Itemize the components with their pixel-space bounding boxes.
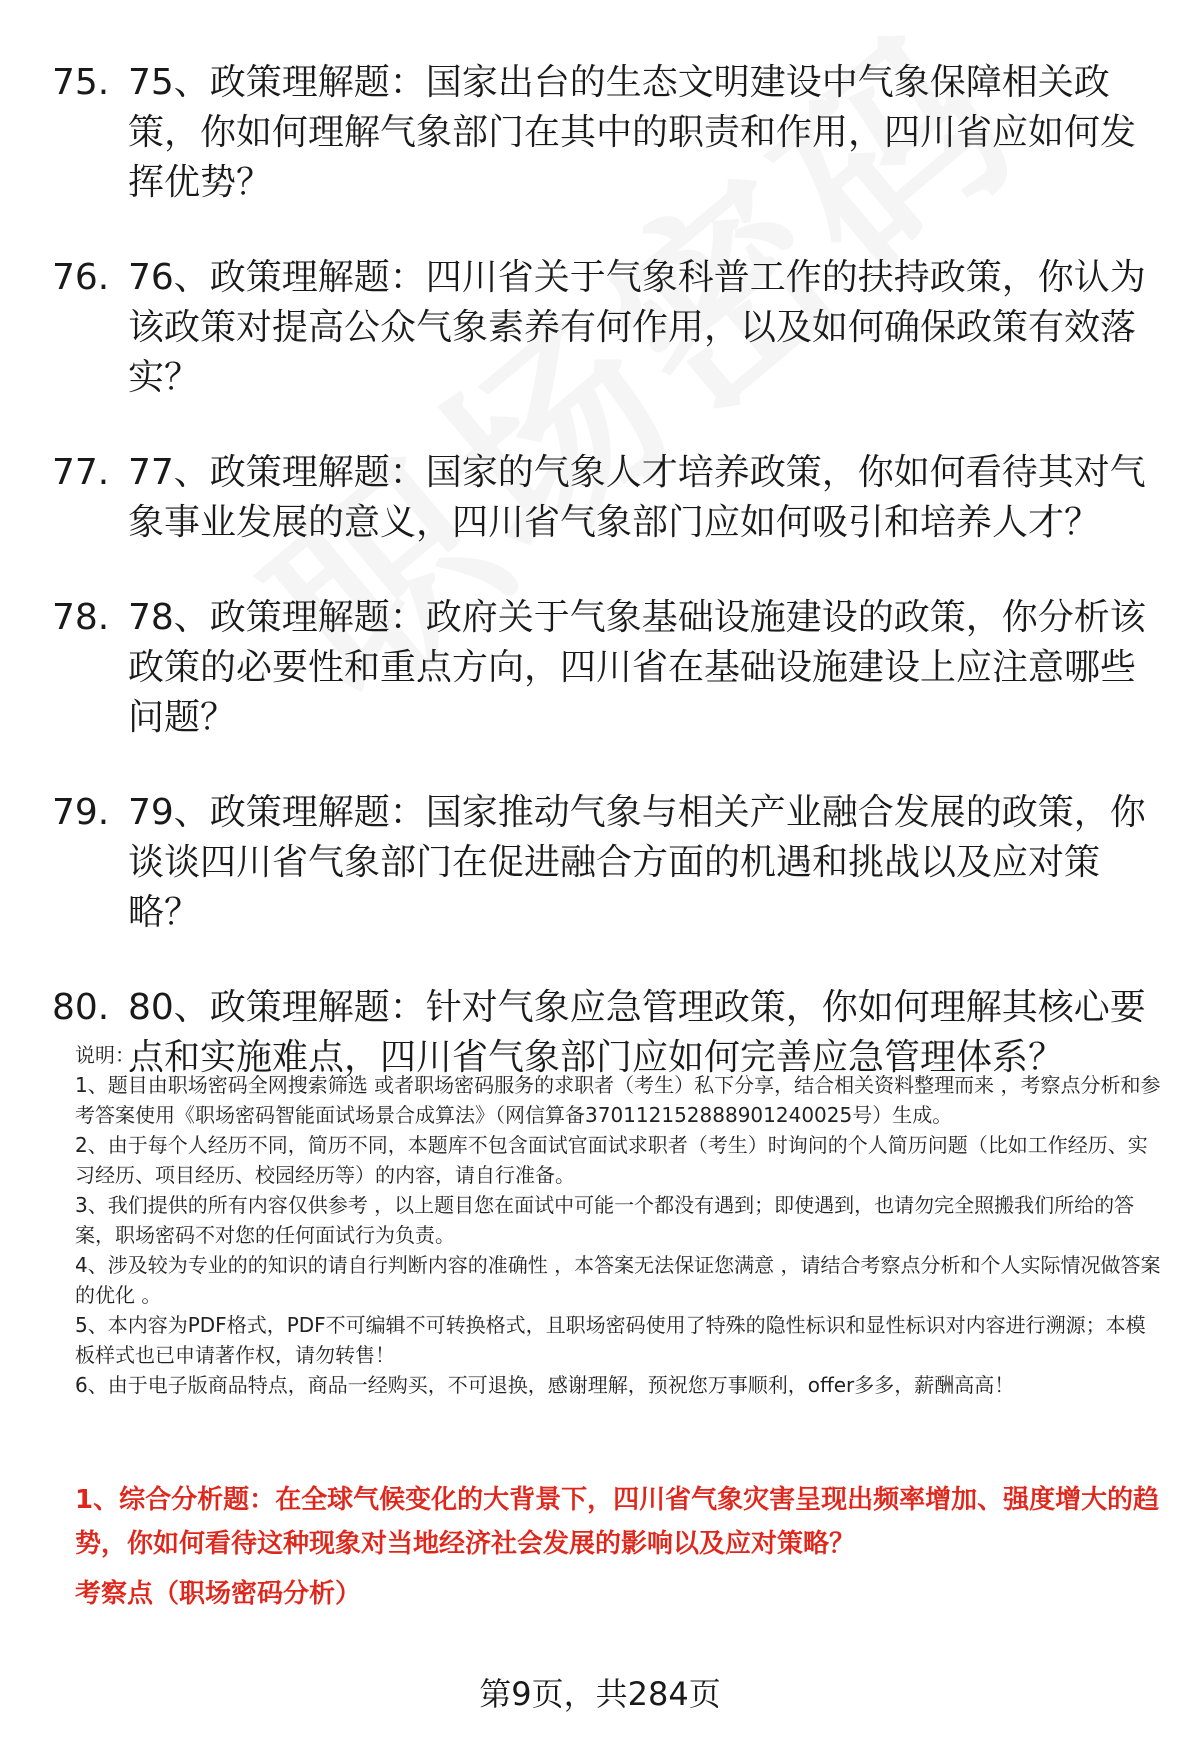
- question-number: 78.: [52, 597, 110, 638]
- note-item: 4、涉及较为专业的的知识的请自行判断内容的准确性 ，本答案无法保证您满意 ，请结合考察点分析和个人实际情况做答案的优化 。: [75, 1253, 1161, 1307]
- question-item: [52, 253, 1162, 403]
- question-list: [52, 58, 1162, 1128]
- question-text: 77、政策理解题：国家的气象人才培养政策，你如何看待其对气象事业发展的意义，四川省气象部门应如何吸引和培养人才？: [128, 452, 1146, 543]
- question-text: 80、政策理解题：针对气象应急管理政策，你如何理解其核心要点和实施难点，四川省气象部门应如何完善应急管理体系？: [128, 987, 1146, 1078]
- note-item: 6、由于电子版商品特点，商品一经购买，不可退换，感谢理解，预祝您万事顺利，offer多多，薪酬高高！: [75, 1373, 1015, 1397]
- question-item: [52, 788, 1162, 938]
- question-number: 79.: [52, 792, 110, 833]
- question-text: 75、政策理解题：国家出台的生态文明建设中气象保障相关政策，你如何理解气象部门在其中的职责和作用，四川省应如何发挥优势？: [128, 62, 1137, 203]
- question-item: [52, 593, 1162, 743]
- note-item: 5、本内容为PDF格式，PDF不可编辑不可转换格式，且职场密码使用了特殊的隐性标识和显性标识对内容进行溯源；本模板样式也已申请著作权，请勿转售！: [75, 1313, 1146, 1367]
- note-item: 2、由于每个人经历不同，简历不同，本题库不包含面试官面试求职者（考生）时询问的个人简历问题（比如工作经历、实习经历、项目经历、校园经历等）的内容，请自行准备。: [75, 1133, 1148, 1187]
- question-number: 75.: [52, 62, 110, 103]
- question-item: [52, 448, 1162, 548]
- note-item: 3、我们提供的所有内容仅供参考 ，以上题目您在面试中可能一个都没有遇到；即使遇到，也请勿完全照搬我们所给的答案，职场密码不对您的任何面试行为负责。: [75, 1193, 1135, 1247]
- question-text: 79、政策理解题：国家推动气象与相关产业融合发展的政策，你谈谈四川省气象部门在促进融合方面的机遇和挑战以及应对策略？: [128, 792, 1146, 933]
- question-text: 78、政策理解题：政府关于气象基础设施建设的政策，你分析该政策的必要性和重点方向，四川省在基础设施建设上应注意哪些问题？: [128, 597, 1146, 738]
- question-number: 77.: [52, 452, 110, 493]
- notes-section: [75, 1040, 1165, 1400]
- question-number: 76.: [52, 257, 110, 298]
- page-number: 第9页，共284页: [479, 1675, 721, 1713]
- analysis-heading: 考察点（职场密码分析）: [75, 1579, 362, 1609]
- question-text: 76、政策理解题：四川省关于气象科普工作的扶持政策，你认为该政策对提高公众气象素养有何作用，以及如何确保政策有效落实？: [128, 257, 1146, 398]
- question-item: [52, 58, 1162, 208]
- note-item: 1、题目由职场密码全网搜索筛选 或者职场密码服务的求职者（考生）私下分享，结合相关资料整理而来 ，考察点分析和参考答案使用《职场密码智能面试场景合成算法》（网信算备370112152888901240025号）生成。: [75, 1073, 1161, 1127]
- highlight-question: 1、综合分析题：在全球气候变化的大背景下，四川省气象灾害呈现出频率增加、强度增大的趋势，你如何看待这种现象对当地经济社会发展的影响以及应对策略？: [75, 1485, 1160, 1559]
- notes-title: 说明：: [75, 1043, 135, 1067]
- question-number: 80.: [52, 987, 110, 1028]
